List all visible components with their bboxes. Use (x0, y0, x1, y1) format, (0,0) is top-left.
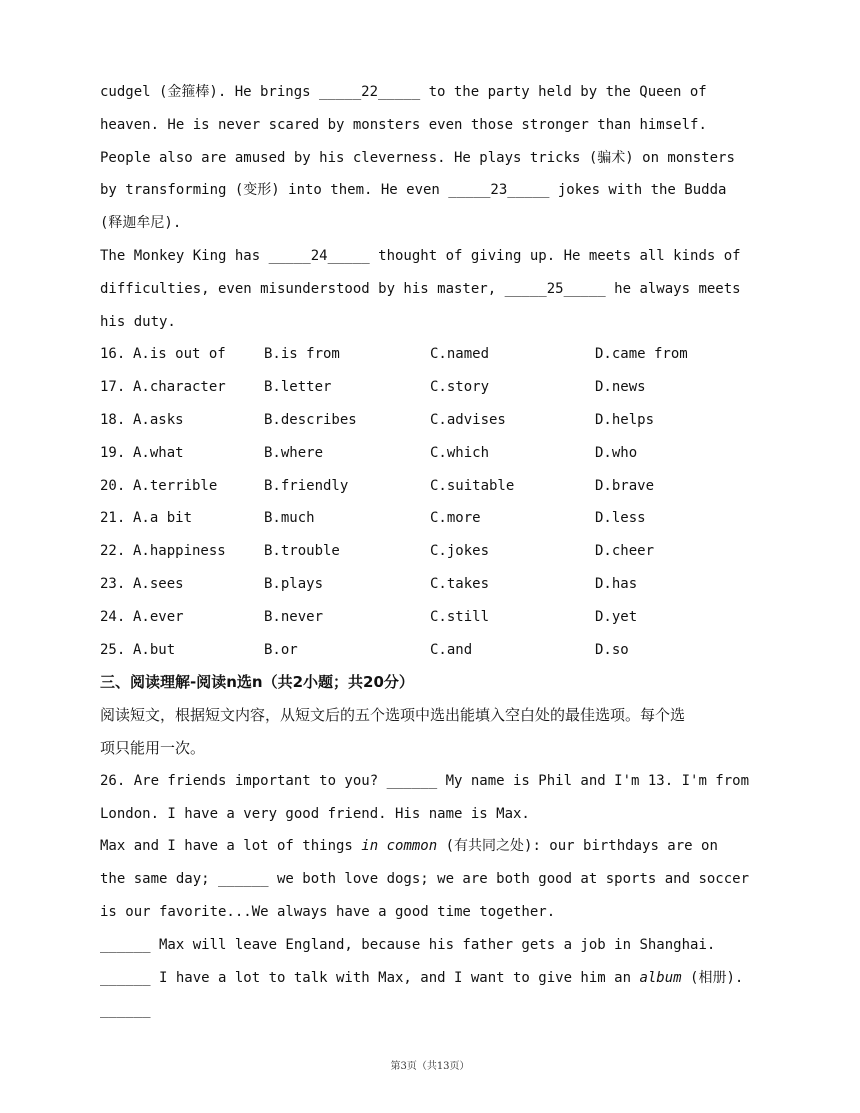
instruction-line: 项只能用一次。 (100, 738, 206, 757)
reading-line (100, 962, 765, 995)
option-c: C.still (430, 608, 490, 625)
option-row (100, 535, 765, 568)
option-b: B.friendly (264, 477, 349, 494)
options-list (100, 338, 765, 666)
reading-line: ______ Max will leave England, because his father gets a job in Shanghai. (100, 936, 716, 953)
passage-line: The Monkey King has _____24_____ thought of giving up. He meets all kinds of (100, 247, 741, 264)
option-c: C.takes (430, 575, 490, 592)
option-row (100, 404, 765, 437)
option-d: D.so (595, 641, 629, 658)
option-d: D.yet (595, 608, 638, 625)
reading-line (100, 830, 765, 863)
option-b: B.never (264, 608, 324, 625)
passage-line: by transforming (变形) into them. He even _____23_____ jokes with the Budda (100, 182, 727, 199)
option-a: A.is out of (133, 346, 226, 363)
option-d: D.has (595, 575, 638, 592)
option-row (100, 437, 765, 470)
option-a: A.happiness (133, 543, 226, 560)
option-d: D.news (595, 379, 646, 396)
question-number: 24. (100, 608, 126, 625)
option-b: B.trouble (264, 543, 340, 560)
passage-line: difficulties, even misunderstood by his master, _____25_____ he always meets (100, 280, 741, 297)
option-c: C.jokes (430, 543, 490, 560)
instruction-line: 阅读短文，根据短文内容，从短文后的五个选项中选出能填入空白处的最佳选项。每个选 (100, 706, 686, 725)
question-number: 20. (100, 477, 126, 494)
reading-text: (相册). (681, 969, 744, 986)
question-number: 19. (100, 444, 126, 461)
option-d: D.helps (595, 411, 655, 428)
option-c: C.advises (430, 411, 506, 428)
page-content (100, 76, 765, 1027)
option-row (100, 338, 765, 371)
option-b: B.or (264, 641, 298, 658)
option-c: C.which (430, 444, 490, 461)
question-number: 21. (100, 510, 126, 527)
option-d: D.less (595, 510, 646, 527)
option-b: B.where (264, 444, 324, 461)
option-row (100, 502, 765, 535)
option-a: A.sees (133, 575, 184, 592)
reading-text: Max and I have a lot of things (100, 838, 362, 855)
reading-line: the same day; ______ we both love dogs; we are both good at sports and soccer (100, 871, 750, 888)
question-number: 23. (100, 575, 126, 592)
option-c: C.named (430, 346, 490, 363)
question-number: 17. (100, 379, 126, 396)
option-a: A.but (133, 641, 176, 658)
option-row (100, 601, 765, 634)
option-a: A.ever (133, 608, 184, 625)
option-d: D.cheer (595, 543, 655, 560)
option-c: C.more (430, 510, 481, 527)
option-c: C.story (430, 379, 490, 396)
option-b: B.plays (264, 575, 324, 592)
question-number: 18. (100, 411, 126, 428)
option-a: A.what (133, 444, 184, 461)
reading-line: London. I have a very good friend. His name is Max. (100, 805, 530, 822)
section-heading: 三、阅读理解-阅读n选n（共2小题；共20分） (100, 673, 414, 692)
page-footer: 第3页（共13页） (390, 1061, 470, 1072)
option-b: B.describes (264, 411, 357, 428)
option-a: A.terrible (133, 477, 218, 494)
reading-emphasis: album (639, 969, 682, 986)
option-b: B.is from (264, 346, 340, 363)
reading-line: 26. Are friends important to you? ______ My name is Phil and I'm 13. I'm from (100, 772, 750, 789)
option-row (100, 470, 765, 503)
passage-line: People also are amused by his cleverness. He plays tricks (骗术) on monsters (100, 149, 735, 166)
option-row (100, 568, 765, 601)
passage-line: cudgel (金箍棒). He brings _____22_____ to the party held by the Queen of (100, 84, 707, 100)
option-b: B.letter (264, 379, 332, 396)
option-d: D.who (595, 444, 638, 461)
question-number: 25. (100, 641, 126, 658)
option-c: C.suitable (430, 477, 515, 494)
option-d: D.brave (595, 477, 655, 494)
option-b: B.much (264, 510, 315, 527)
question-number: 16. (100, 346, 126, 363)
passage-line: his duty. (100, 313, 176, 330)
reading-text: ______ I have a lot to talk with Max, and I want to give him an (100, 969, 640, 986)
reading-line: is our favorite...We always have a good time together. (100, 903, 556, 920)
reading-emphasis: in common (361, 838, 438, 855)
option-a: A.asks (133, 411, 184, 428)
option-c: C.and (430, 641, 473, 658)
option-row (100, 634, 765, 667)
option-row (100, 371, 765, 404)
passage-line: heaven. He is never scared by monsters even those stronger than himself. (100, 116, 707, 133)
option-a: A.character (133, 379, 226, 396)
option-a: A.a bit (133, 510, 193, 527)
passage-line: (释迦牟尼). (100, 215, 182, 232)
reading-line: ______ (100, 1002, 151, 1019)
question-number: 22. (100, 543, 126, 560)
reading-text: (有共同之处): our birthdays are on (437, 838, 718, 855)
option-d: D.came from (595, 346, 688, 363)
